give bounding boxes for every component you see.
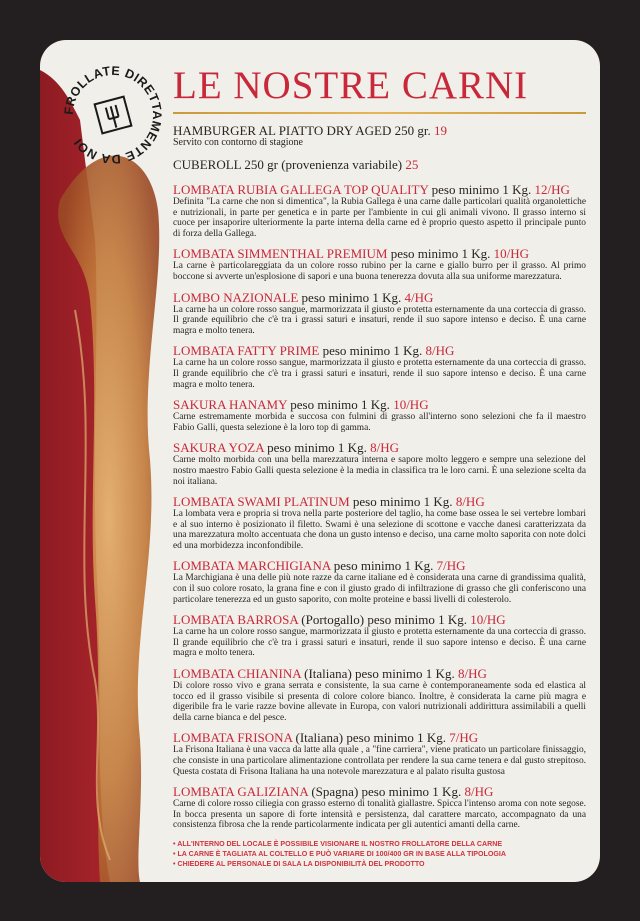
- item-description: Carne di colore rosso ciliegia con grasso esterno di tonalità giallastre. Spicca l'intenso aroma con note segose. In bocca presenta un sapore di forte intensità e persistenza, dal carattere marcato, accompagnato da una consistenza fibrosa che la rende particolarmente indicata per gli autentici amanti della carne.: [173, 799, 586, 831]
- item-heading: [173, 731, 586, 745]
- item-name: LOMBATA FATTY PRIME: [173, 343, 320, 359]
- page-title: LE NOSTRE CARNI: [173, 64, 529, 107]
- item-description: Carne estremamente morbida e succosa con fulmini di grasso all'interno sono selezioni che fa il maestro Fabio Galli, questa selezione è la loro top di gamma.: [173, 412, 586, 433]
- meat-item: [173, 559, 586, 605]
- notes: [173, 839, 586, 869]
- cuberoll-item: [173, 158, 586, 171]
- item-heading: [173, 183, 586, 197]
- item-origin: (Italiana): [304, 666, 352, 682]
- item-weight: peso minimo 1 Kg.: [352, 494, 453, 510]
- item-price: 7/HG: [436, 558, 466, 574]
- item-price: 4/HG: [404, 289, 434, 305]
- item-price: 8/HG: [370, 440, 399, 456]
- item-name: SAKURA YOZA: [173, 440, 264, 456]
- item-name: LOMBATA RUBIA GALLEGA TOP QUALITY: [173, 182, 429, 197]
- item-heading: [173, 344, 586, 358]
- item-price: 10/HG: [493, 246, 529, 262]
- item-name: LOMBO NAZIONALE: [173, 289, 299, 305]
- meat-list: [173, 183, 586, 831]
- item-name: HAMBURGER AL PIATTO DRY AGED 250 gr.: [173, 123, 431, 138]
- item-description: Carne molto morbida con una bella marezzatura interna e sapore molto leggero e sempre una selezione del nostro maestro Fabio Galli questa selezione è la media in classifica tra le loro carni. È una selezione scelta da noi italiana.: [173, 455, 586, 487]
- item-description: Definita "La carne che non si dimentica", la Rubia Gallega è una carne dalle particolari qualità organolettiche e nutrizionali, in parte per genetica e in parte per l'ambiente in cui gli animali vivono. Il grasso interno si cuoce per insaporire ulteriormente la parte interna della carne ed è proprio questo aspetto il principale punto di forza della Gallega.: [173, 197, 586, 239]
- meat-item: [173, 667, 586, 723]
- item-description: La lombata vera e propria si trova nella parte posteriore del taglio, ha come base ossea le sei vertebre lombari e al suo interno è posizionato il filetto. Swami è una selezione di scottone e vacche danesi caratterizzata da una marezzatura molto accentuata che dona un gusto intenso e deciso, una carne molto saporita con note dolci ed una morbidezza inconfondibile.: [173, 509, 586, 551]
- item-price: 8/HG: [457, 666, 487, 682]
- item-heading: [173, 559, 586, 573]
- item-heading: [173, 667, 586, 681]
- note: • LA CARNE È TAGLIATA AL COLTELLO E PUÒ VARIARE DI 100/400 GR IN BASE ALLA TIPOLOGIA: [173, 849, 507, 858]
- item-subtitle: Servito con contorno di stagione: [173, 137, 303, 148]
- meat-item: [173, 247, 586, 282]
- menu-content: [173, 64, 586, 869]
- item-heading: [173, 785, 586, 799]
- item-heading: [173, 441, 586, 455]
- meat-item: [173, 613, 586, 659]
- frollate-direttamente-stamp: [58, 60, 168, 170]
- item-heading: [173, 247, 586, 261]
- item-price: 8/HG: [455, 494, 485, 510]
- item-price: 12/HG: [534, 182, 570, 197]
- item-description: La carne è particolareggiata da un colore rosso rubino per la carne e giallo burro per il grasso. Al primo boccone si avverte un'esplosione di sapori e una buona tenerezza dovuta alla sua uniforme marezzatura.: [173, 261, 586, 282]
- note: • ALL'INTERNO DEL LOCALE È POSSIBILE VISIONARE IL NOSTRO FROLLATORE DELLA CARNE: [173, 839, 503, 848]
- item-weight: peso minimo 1 Kg.: [346, 730, 447, 746]
- stamp-text: FROLLATE DIRETTAMENTE DA NOI: [61, 63, 165, 167]
- item-heading: [173, 398, 586, 412]
- meat-item: [173, 398, 586, 433]
- item-price: 10/HG: [393, 397, 429, 413]
- item-weight: peso minimo 1 Kg.: [322, 343, 423, 359]
- item-price: 19: [433, 123, 447, 138]
- item-weight: peso minimo 1 Kg.: [333, 558, 434, 574]
- meat-item: [173, 441, 586, 487]
- item-weight: peso minimo 1 Kg.: [355, 666, 455, 682]
- item-origin: (Italiana): [295, 730, 344, 746]
- item-origin: (Portogallo): [301, 612, 365, 628]
- meat-item: [173, 785, 586, 831]
- item-heading: [173, 613, 586, 627]
- item-name: CUBEROLL 250 gr (provenienza variabile): [173, 157, 403, 172]
- item-price: 8/HG: [425, 343, 455, 359]
- hamburger-item: [173, 124, 586, 148]
- item-description: La carne ha un colore rosso sangue, marmorizzata il giusto e protetta esternamente da una corteccia di grasso. Il grande equilibrio che c'è tra i grassi saturi e insaturi, rende il suo sapore intenso e deciso. È una carne magra e molto tenera.: [173, 304, 586, 336]
- item-name: SAKURA HANAMY: [173, 397, 288, 413]
- item-price: 7/HG: [449, 730, 479, 746]
- item-price: 8/HG: [464, 784, 494, 800]
- item-price: 10/HG: [470, 612, 506, 628]
- meat-item: [173, 731, 586, 777]
- note: • CHIEDERE AL PERSONALE DI SALA LA DISPONIBILITÀ DEL PRODOTTO: [173, 859, 425, 868]
- item-origin: (Spagna): [311, 784, 359, 800]
- item-weight: peso minimo 1 Kg.: [431, 182, 532, 197]
- item-name: LOMBATA CHIANINA: [173, 666, 301, 682]
- item-heading: [173, 495, 586, 509]
- item-description: La carne ha un colore rosso sangue, marmorizzata il giusto e protetta esternamente da una corteccia di grasso. Il grande equilibrio che c'è tra i grassi saturi e insaturi, rende il suo sapore intenso e deciso. È una carne magra e molto tenera.: [173, 627, 586, 659]
- gold-divider: [173, 112, 586, 114]
- item-heading: [173, 291, 586, 305]
- item-weight: peso minimo 1 Kg.: [361, 784, 462, 800]
- item-weight: peso minimo 1 Kg.: [367, 612, 468, 628]
- item-description: La Marchigiana è una delle più note razze da carne italiane ed è considerata una carne di grandissima qualità, con il suo colore rosato, la grana fine e con il giusto grado di infiltrazione di grasso che gli conferiscono una particolare tenerezza ed un gusto saporito, con molte proteine e bassi livelli di colesterolo.: [173, 573, 586, 605]
- menu-card: [40, 40, 600, 882]
- item-description: Di colore rosso vivo e grana serrata e consistente, la sua carne è contemporaneamente soda ed elastica al tocco ed il grasso visibile si presenta di colore colore bianco. Inoltre, è considerata la carne più magra e digeribile fra le varie razze bovine allevate in Europa, con valori nutrizionali addirittura assimilabili a quelli della carne bianca e del pesce.: [173, 681, 586, 723]
- meat-item: [173, 183, 586, 239]
- meat-item: [173, 344, 586, 390]
- fork-icon: [95, 97, 132, 134]
- item-name: LOMBATA MARCHIGIANA: [173, 558, 331, 574]
- item-name: LOMBATA FRISONA: [173, 730, 293, 746]
- meat-item: [173, 495, 586, 551]
- item-name: LOMBATA SIMMENTHAL PREMIUM: [173, 246, 388, 262]
- item-name: LOMBATA BARROSA: [173, 612, 299, 628]
- item-name: LOMBATA SWAMI PLATINUM: [173, 494, 350, 510]
- item-description: La Frisona Italiana è una vacca da latte alla quale , a "fine carriera", viene praticato un particolare finissaggio, che consiste in una particolare alimentazione controllata per rendere la sua carne tenera e dal gusto strepitoso. Questa costata di Frisona Italiana ha una notevole marezzatura e al palato risulta gustosa: [173, 745, 586, 777]
- item-price: 25: [405, 157, 419, 172]
- item-weight: peso minimo 1 Kg.: [301, 289, 402, 305]
- item-weight: peso minimo 1 Kg.: [267, 440, 367, 456]
- item-description: La carne ha un colore rosso sangue, marmorizzata il giusto e protetta esternamente da una corteccia di grasso. Il grande equilibrio che c'è tra i grassi saturi e insaturi, rende il suo sapore intenso e deciso. È una carne magra e molto tenera.: [173, 358, 586, 390]
- item-name: LOMBATA GALIZIANA: [173, 784, 309, 800]
- item-weight: peso minimo 1 Kg.: [290, 397, 390, 413]
- item-weight: peso minimo 1 Kg.: [390, 246, 491, 262]
- meat-item: [173, 291, 586, 337]
